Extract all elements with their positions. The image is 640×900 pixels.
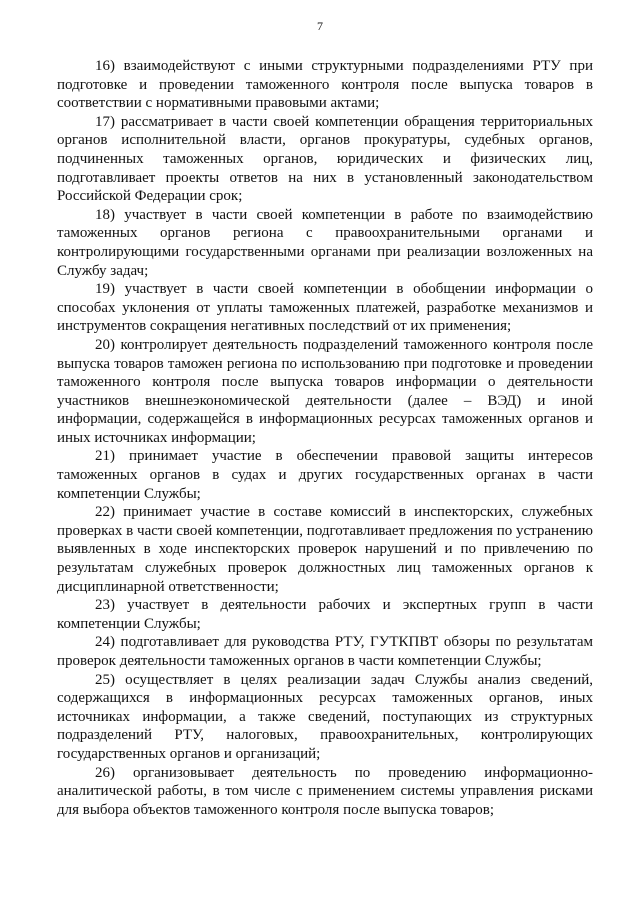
paragraph-24: 24) подготавливает для руководства РТУ, ГУТКПВТ обзоры по результатам проверок деятельности таможенных органов в части компетенции Службы; [57, 634, 593, 669]
paragraph-23: 23) участвует в деятельности рабочих и экспертных групп в части компетенции Службы; [57, 597, 593, 632]
document-body [57, 57, 593, 819]
paragraph-16: 16) взаимодействуют с иными структурными подразделениями РТУ при подготовке и проведении таможенного контроля после выпуска товаров в соответствии с нормативными правовыми актами; [57, 58, 593, 112]
paragraph-25: 25) осуществляет в целях реализации задач Службы анализ сведений, содержащихся в информационных ресурсах таможенных органов, иных источниках информации, а также сведений, поступающих из структурных подразделений РТУ, налоговых, правоохранительных, контролирующих государственных органов и организаций; [57, 671, 593, 762]
paragraph-26: 26) организовывает деятельность по проведению информационно-аналитической работы, в том числе с применением системы управления рисками для выбора объектов таможенного контроля после выпуска товаров; [57, 764, 593, 818]
paragraph-22: 22) принимает участие в составе комиссий в инспекторских, служебных проверках в части своей компетенции, подготавливает предложения по устранению выявленных в ходе инспекторских проверок нарушений и по привлечению по результатам служебных проверок должностных лиц таможенных органов к дисциплинарной ответственности; [57, 504, 593, 595]
paragraph-21: 21) принимает участие в обеспечении правовой защиты интересов таможенных органов в судах и других государственных органах в части компетенции Службы; [57, 448, 593, 502]
paragraph-17: 17) рассматривает в части своей компетенции обращения территориальных органов исполнительной власти, органов прокуратуры, судебных органов, подчиненных таможенных органов, юридических и физических лиц, подготавливает проекты ответов на них в установленный законодательством Российской Федерации срок; [57, 113, 593, 205]
paragraph-18: 18) участвует в части своей компетенции в работе по взаимодействию таможенных органов региона с правоохранительными органами и контролирующими государственными органами при реализации возложенных на Службу задач; [57, 206, 593, 279]
paragraph-20: 20) контролирует деятельность подразделений таможенного контроля после выпуска товаров таможен региона по использованию при подготовке и проведении таможенного контроля после выпуска товаров информации о деятельности участников внешнеэкономической деятельности (далее – ВЭД) и иной информации, содержащейся в информационных ресурсах таможенных органов и иных источниках информации; [57, 336, 593, 446]
paragraph-19: 19) участвует в части своей компетенции в обобщении информации о способах уклонения от уплаты таможенных платежей, разработке механизмов и инструментов сокращения негативных последствий от их применения; [57, 281, 593, 335]
page-number: 7 [317, 19, 323, 33]
